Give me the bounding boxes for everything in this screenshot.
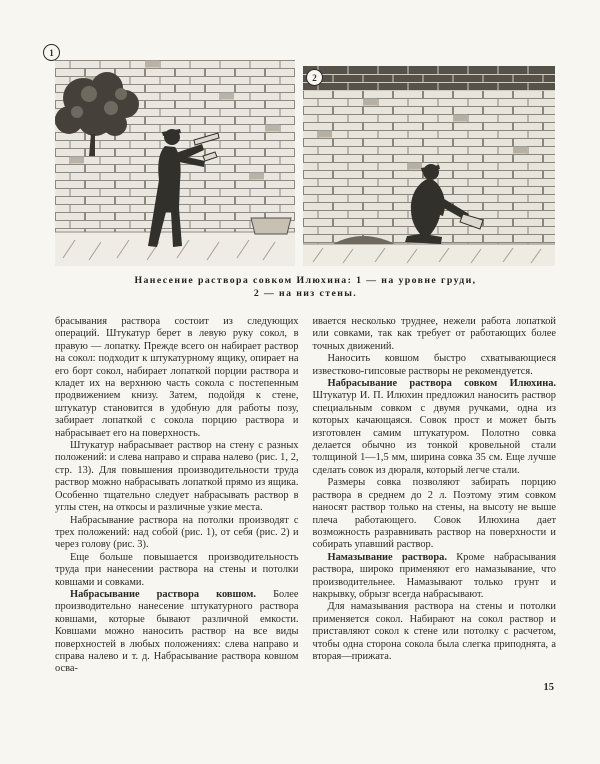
figure-2 (303, 66, 555, 266)
dark-brick-band (303, 66, 555, 91)
right-column (313, 316, 557, 676)
body-text (55, 316, 556, 676)
paragraph: Намазывание раствора. Кроме набрасывания раствора, широко применяют его намазывание, что производительнее. Намазывают только грунт и накрывку, обрызг всегда набрасывают. (312, 551, 556, 600)
paragraph: Набрасывание раствора на потолки производят с трех положений: над собой (рис. 1), от себя (рис. 2) и через голову (рис. 3). (55, 514, 299, 551)
caption-line-1: Нанесение раствора совком Илюхина: 1 — на уровне груди, (134, 275, 477, 286)
paragraph: Наносить ковшом быстро схватывающиеся известково-гипсовые растворы не рекомендуется. (312, 353, 556, 377)
paragraph: Штукатур набрасывает раствор на стену с разных положений: и слева направо и справа налево (рис. 1, 2, стр. 13). Для повышения производительности труда раствор можно набрасывать лопаткой прямо из ящика. Особенно тщательно следует набрасывать раствор в углы стен, на откосы и различные узкие места. (55, 440, 299, 514)
figure-1-illustration (55, 60, 295, 266)
paragraph: Набрасывание раствора совком Илюхина. Штукатур И. П. Илюхин предложил наносить раствор специальным совком с двумя ручками, одна из которых качающаяся. Совок прост и может быть изготовлен самим штукатуром. Полотно совка делается обычно из тонкой кровельной стали толщиной 1—1,5 мм, ширина совка 35 см. Еще лучше сделать совок из дюраля, который легче стали. (312, 378, 556, 476)
figure-2-number: 2 (306, 69, 323, 86)
paragraph: брасывания раствора состоит из следующих операций. Штукатур берет в левую руку сокол, в правую — лопатку. Прежде всего он набирает раствор на сокол: подходит к штукатурному ящику, опирает на его борт сокол, набирает лопаткой порции раствора и кладет их на верхнюю часть сокола с постепенным продвижением книзу. Затем, подойдя к стене, штукатур становится в удобную для работы позу, забирает лопаткой с сокола порцию раствора и набрасывает его на поверхность. (55, 316, 299, 439)
paragraph: Набрасывание раствора ковшом. Более производительно нанесение штукатурного раствора ковшами, которые бывают различной емкости. Ковшами можно наносить раствор на все виды поверхностей в любых положениях: слева направо и справа налево и т. д. Набрасывание раствора ковшом осва- (55, 588, 299, 675)
paragraph-lead: Набрасывание раствора совком Илюхина. (327, 378, 556, 390)
caption-line-2: 2 — на низ стены. (253, 288, 358, 299)
paragraph: ивается несколько труднее, нежели работа лопаткой или совками, так как требует от работающих более точных движений. (312, 316, 556, 352)
paragraph: Еще больше повышается производительность труда при нанесении раствора на стены и потолки ковшами и совками. (55, 551, 299, 588)
figure-1 (49, 47, 295, 266)
figure-caption (55, 274, 556, 300)
figure-1-number: 1 (43, 44, 60, 61)
paragraph-lead: Набрасывание раствора ковшом. (70, 588, 274, 600)
left-column (55, 316, 299, 676)
mortar-box (251, 218, 291, 234)
paragraph-lead: Намазывание раствора. (327, 551, 457, 563)
page-number: 15 (543, 681, 554, 693)
figures-row (49, 47, 556, 266)
paragraph: Для намазывания раствора на стены и потолки применяется сокол. Набирают на сокол раствор и приставляют сокол к стене или потолку с расчетом, чтобы одна сторона сокола была слегка приподнята, а вторая—прижата. (312, 601, 556, 662)
figure-2-illustration (303, 66, 555, 266)
paragraph: Размеры совка позволяют забирать порцию раствора в среднем до 2 л. Поэтому этим совком наносят раствор только на стены, на высоту не выше плеча работающего. Совок Илюхина дает возможность разравнивать раствор на поверхности и собирать упавший раствор. (312, 477, 556, 551)
